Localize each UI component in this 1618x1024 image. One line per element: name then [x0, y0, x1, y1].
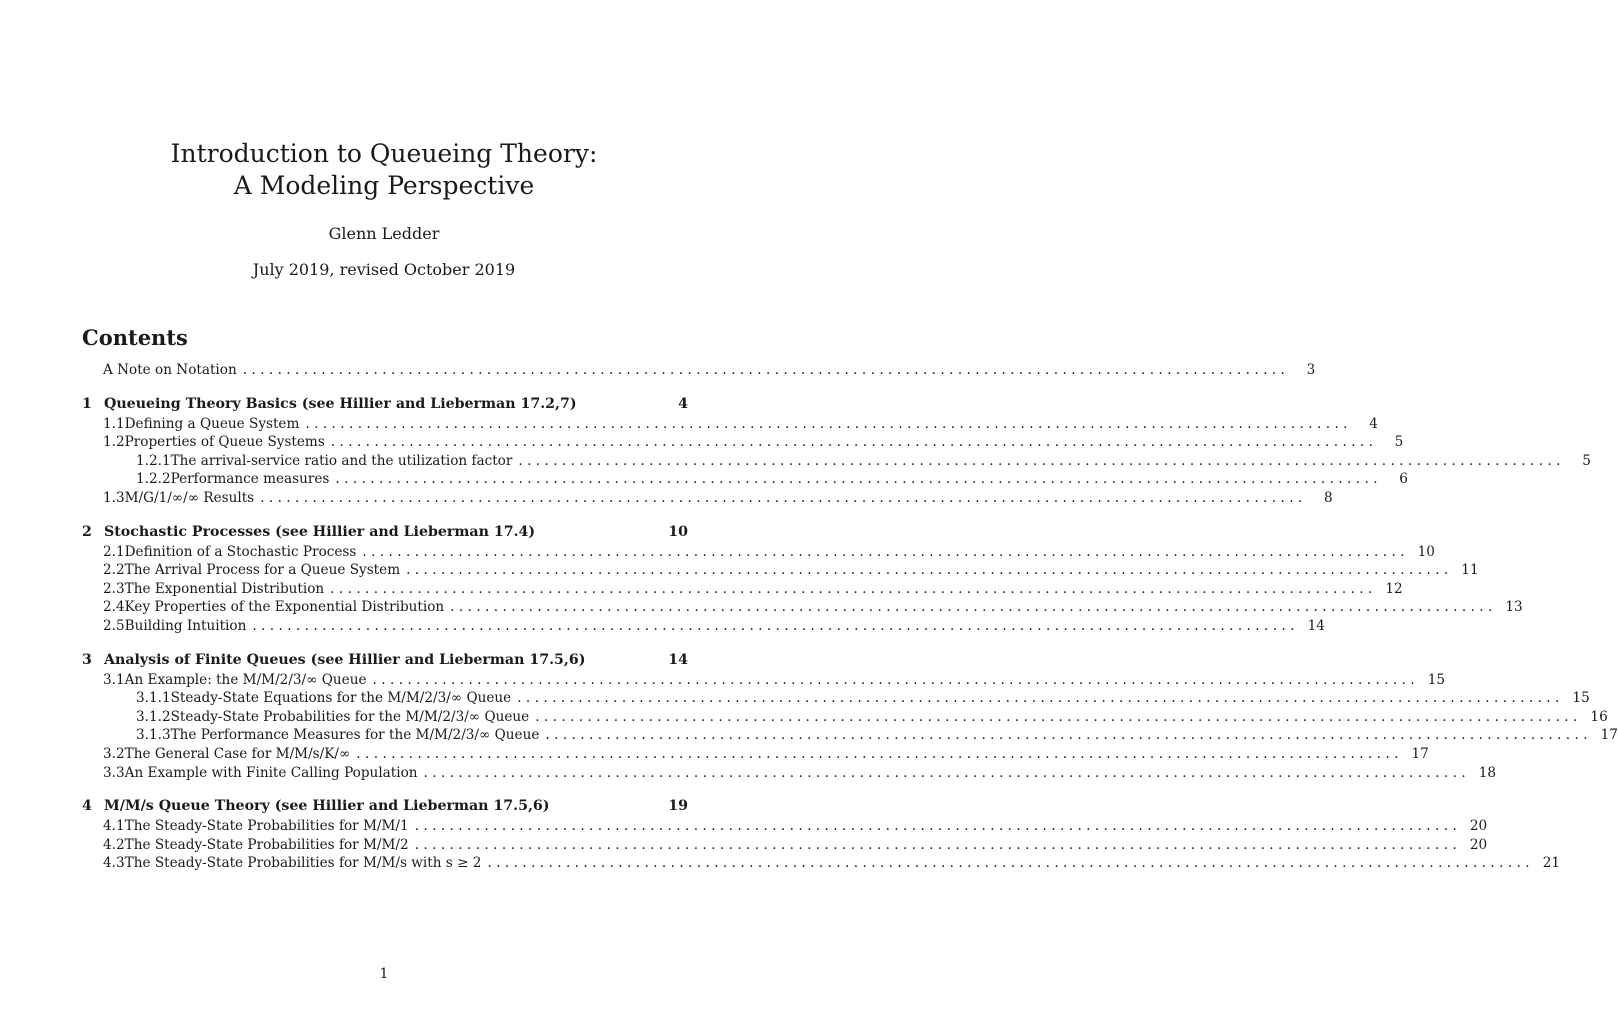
toc-entry-label: The Steady-State Probabilities for M/M/1 — [124, 818, 409, 835]
toc-entry-page: 6 — [1399, 471, 1408, 488]
toc-entry-page: 4 — [1369, 415, 1378, 432]
toc-entry-3-1-1[interactable] — [82, 690, 1590, 709]
toc-entry-page: 18 — [1478, 764, 1497, 781]
toc-section-2[interactable] — [82, 524, 688, 544]
toc-leader-dots: ........................................................................................................................ — [414, 836, 1462, 853]
toc-entry-number: 1.2.2 — [136, 471, 171, 488]
toc-entry-label: Steady-State Probabilities for the M/M/2/3/∞ Queue — [170, 708, 530, 725]
toc-entry-label: Building Intuition — [124, 617, 247, 634]
toc-leader-dots: ........................................................................................................................ — [487, 855, 1534, 872]
toc-entry-label: Steady-State Equations for the M/M/2/3/∞ Queue — [170, 690, 512, 707]
toc-entry-number: 3.1.1 — [136, 690, 171, 707]
toc-section-4[interactable] — [82, 798, 688, 818]
toc-entry-page: 10 — [1417, 543, 1435, 560]
toc-entry-label: The Steady-State Probabilities for M/M/2 — [124, 836, 409, 853]
toc-entry-page: 15 — [1572, 690, 1590, 707]
toc-entry-label: Properties of Queue Systems — [124, 434, 325, 451]
toc-entry-label: The Exponential Distribution — [124, 580, 325, 597]
toc-entry-1-2-1[interactable] — [82, 452, 1591, 472]
contents-heading: Contents — [82, 325, 188, 350]
document-title — [0, 138, 768, 202]
toc-section-label: M/M/s Queue Theory (see Hillier and Lieberman 17.5,6) — [104, 798, 550, 815]
toc-entry-number: 2.2 — [103, 562, 125, 579]
toc-leader-dots: ........................................................................................................................ — [330, 580, 1377, 597]
toc-entry-number: 4.1 — [103, 818, 125, 835]
toc-entry-page: 5 — [1394, 434, 1404, 451]
toc-entry-label: Definition of a Stochastic Process — [124, 543, 357, 560]
toc-leader-dots: ........................................................................................................................ — [362, 543, 1409, 560]
toc-entry-1-3[interactable] — [82, 489, 1333, 509]
toc-entry-1-2-2[interactable] — [82, 471, 1408, 490]
toc-entry-label: The Arrival Process for a Queue System — [124, 562, 401, 579]
toc-section-3[interactable] — [82, 652, 688, 672]
date: July 2019, revised October 2019 — [252, 260, 516, 279]
toc-section-number: 4 — [82, 798, 92, 815]
toc-entry-note[interactable] — [82, 362, 1316, 381]
toc-leader-dots: ........................................................................................................................ — [252, 617, 1299, 634]
toc-entry-1-2[interactable] — [82, 434, 1404, 453]
toc-section-number: 1 — [82, 395, 92, 412]
toc-section-number: 3 — [82, 651, 92, 668]
toc-entry-number: 3.1 — [103, 671, 125, 688]
toc-leader-dots: ........................................................................................................................ — [356, 745, 1403, 762]
toc-section-page: 4 — [678, 395, 688, 412]
toc-entry-label: The Steady-State Probabilities for M/M/s with s ≥ 2 — [124, 855, 482, 872]
toc-section-page: 19 — [668, 798, 688, 815]
toc-entry-2-2[interactable] — [82, 562, 1479, 581]
toc-leader-dots: ........................................................................................................................ — [260, 489, 1307, 506]
toc-entry-label: A Note on Notation — [103, 362, 237, 378]
toc-leader-dots: ........................................................................................................................ — [414, 818, 1462, 835]
toc-leader-dots: ........................................................................................................................ — [450, 599, 1497, 616]
toc-entry-label: Defining a Queue System — [124, 415, 300, 432]
toc-entry-number: 3.1.2 — [136, 708, 171, 725]
title-line-2: A Modeling Perspective — [233, 171, 535, 200]
title-line-1: Introduction to Queueing Theory: — [170, 139, 598, 168]
toc-entry-label: An Example with Finite Calling Population — [124, 764, 418, 781]
toc-entry-page: 20 — [1469, 836, 1488, 853]
toc-leader-dots: ........................................................................................................................ — [423, 764, 1471, 781]
toc-leader-dots: ........................................................................................................................ — [517, 690, 1564, 707]
toc-entry-number: 1.2.1 — [136, 452, 171, 469]
author: Glenn Ledder — [328, 224, 440, 243]
toc-section-label: Queueing Theory Basics (see Hillier and Lieberman 17.2,7) — [104, 395, 577, 412]
toc-entry-page: 5 — [1582, 452, 1591, 469]
toc-entry-2-1[interactable] — [82, 543, 1435, 563]
toc-entry-2-4[interactable] — [82, 599, 1523, 618]
toc-entry-number: 3.2 — [103, 745, 125, 762]
toc-entry-4-2[interactable] — [82, 836, 1488, 856]
toc-section-1[interactable] — [82, 396, 688, 416]
toc-entry-page: 15 — [1427, 671, 1446, 688]
toc-entry-number: 2.3 — [103, 580, 125, 597]
toc-entry-3-3[interactable] — [82, 764, 1497, 784]
toc-entry-page: 12 — [1385, 580, 1403, 597]
toc-entry-3-1-2[interactable] — [82, 708, 1608, 728]
toc-section-label: Stochastic Processes (see Hillier and Lieberman 17.4) — [104, 523, 536, 540]
toc-leader-dots: ........................................................................................................................ — [335, 471, 1382, 488]
toc-entry-page: 13 — [1505, 599, 1523, 616]
toc-entry-3-1[interactable] — [82, 671, 1446, 691]
toc-entry-1-1[interactable] — [82, 415, 1378, 435]
toc-entry-number: 2.4 — [103, 599, 125, 616]
toc-entry-3-1-3[interactable] — [82, 727, 1618, 746]
toc-leader-dots: ........................................................................................................................ — [406, 562, 1453, 579]
toc-leader-dots: ........................................................................................................................ — [242, 362, 1290, 378]
toc-entry-page: 14 — [1307, 617, 1325, 634]
toc-entry-number: 1.1 — [103, 415, 125, 432]
toc-entry-2-5[interactable] — [82, 617, 1325, 637]
toc-entry-4-3[interactable] — [82, 855, 1560, 874]
toc-entry-number: 4.3 — [103, 855, 125, 872]
toc-entry-page: 20 — [1469, 818, 1488, 835]
toc-leader-dots: ........................................................................................................................ — [305, 415, 1352, 432]
toc-section-number: 2 — [82, 523, 92, 540]
page-number: 1 — [379, 966, 389, 982]
toc-entry-4-1[interactable] — [82, 818, 1488, 837]
toc-entry-number: 1.3 — [103, 489, 125, 506]
toc-entry-page: 16 — [1590, 708, 1608, 725]
toc-section-label: Analysis of Finite Queues (see Hillier and Lieberman 17.5,6) — [104, 651, 586, 668]
toc-section-page: 10 — [668, 523, 688, 540]
toc-entry-page: 21 — [1542, 855, 1560, 872]
toc-entry-number: 2.1 — [103, 543, 125, 560]
toc-entry-2-3[interactable] — [82, 580, 1403, 600]
table-of-contents — [82, 362, 1618, 874]
toc-entry-label: The General Case for M/M/s/K/∞ — [124, 745, 351, 762]
toc-entry-number: 3.3 — [103, 764, 125, 781]
toc-entry-label: M/G/1/∞/∞ Results — [124, 489, 255, 506]
toc-entry-number: 3.1.3 — [136, 727, 171, 744]
toc-leader-dots: ........................................................................................................................ — [545, 727, 1592, 744]
toc-entry-page: 11 — [1461, 562, 1479, 579]
toc-entry-label: An Example: the M/M/2/3/∞ Queue — [124, 671, 367, 688]
toc-entry-3-2[interactable] — [82, 745, 1429, 765]
toc-entry-page: 17 — [1411, 745, 1429, 762]
toc-entry-number: 2.5 — [103, 617, 125, 634]
toc-leader-dots: ........................................................................................................................ — [372, 671, 1420, 688]
toc-section-page: 14 — [668, 651, 688, 668]
toc-entry-label: Performance measures — [170, 471, 330, 488]
toc-leader-dots: ........................................................................................................................ — [518, 452, 1565, 469]
toc-entry-label: Key Properties of the Exponential Distribution — [124, 599, 445, 616]
toc-leader-dots: ........................................................................................................................ — [330, 434, 1378, 451]
toc-entry-label: The Performance Measures for the M/M/2/3/∞ Queue — [170, 727, 540, 744]
toc-entry-number: 1.2 — [103, 434, 125, 451]
toc-entry-page: 3 — [1306, 362, 1316, 378]
toc-entry-number: 4.2 — [103, 836, 125, 853]
toc-leader-dots: ........................................................................................................................ — [535, 708, 1582, 725]
toc-entry-page: 8 — [1324, 489, 1333, 506]
toc-entry-page: 17 — [1600, 727, 1618, 744]
toc-entry-label: The arrival-service ratio and the utilization factor — [170, 452, 513, 469]
